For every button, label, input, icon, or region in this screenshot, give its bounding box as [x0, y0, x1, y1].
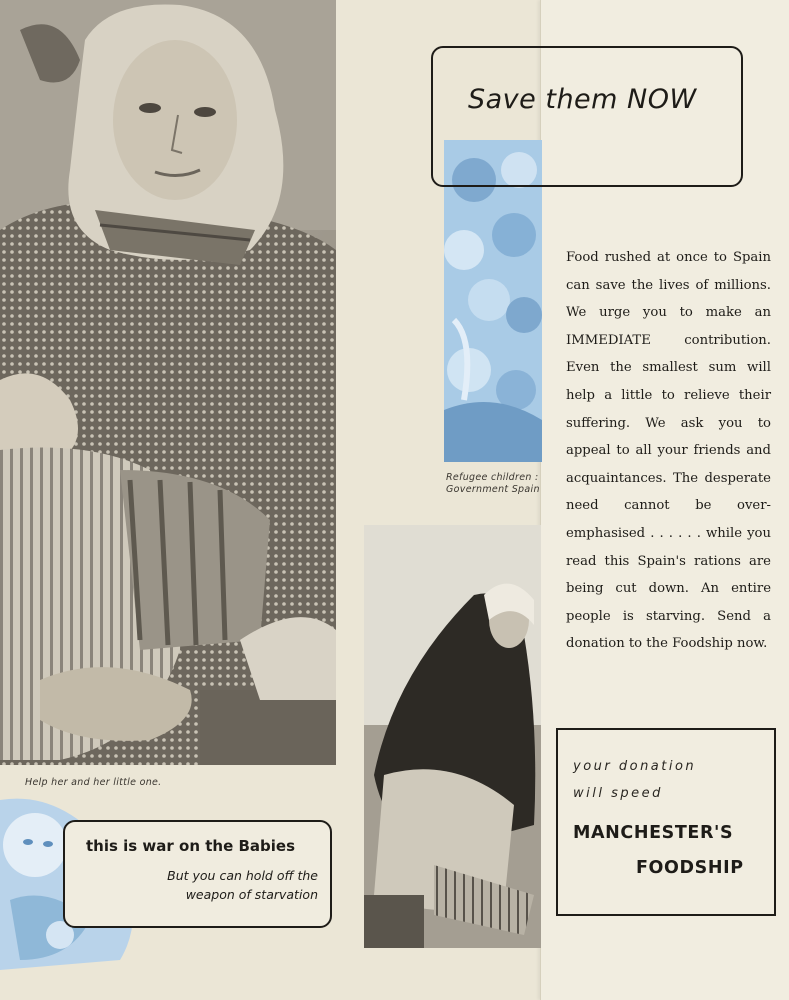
babies-heading: this is war on the Babies	[86, 837, 296, 855]
babies-subtext: But you can hold off the weapon of starvation	[167, 868, 318, 902]
caption-refugees	[446, 472, 542, 496]
photo-refugee-children	[444, 140, 542, 462]
title-frame	[431, 46, 743, 187]
foodship-frame	[556, 728, 776, 916]
appeal-text: Food rushed at once to Spain can save the lives of millions. We urge you to make an IMMEDIATE contribution. Even the smallest sum will help a little to relieve their suffering. We ask you to appeal to all your friends and acquaintances. The desperate need cannot be over-emphasised . . . . . . while you read this Spain's rations are being cut down. An entire people is starving. Send a donation to the Foodship now.	[566, 250, 771, 652]
foodship-line-2: will speed	[573, 786, 663, 801]
caption-refugees-line-2: Government Spain	[446, 484, 540, 495]
foodship-name-line-1: MANCHESTER'S	[573, 823, 734, 843]
page-title: Save them NOW	[468, 84, 697, 115]
foodship-line-1: your donation	[573, 759, 697, 774]
caption-mother: Help her and her little one.	[25, 777, 162, 788]
foodship-name-line-2: FOODSHIP	[636, 858, 744, 878]
photo-mother-and-child	[0, 0, 336, 765]
caption-refugees-line-1: Refugee children :	[446, 472, 539, 483]
photo-old-woman	[364, 525, 541, 948]
